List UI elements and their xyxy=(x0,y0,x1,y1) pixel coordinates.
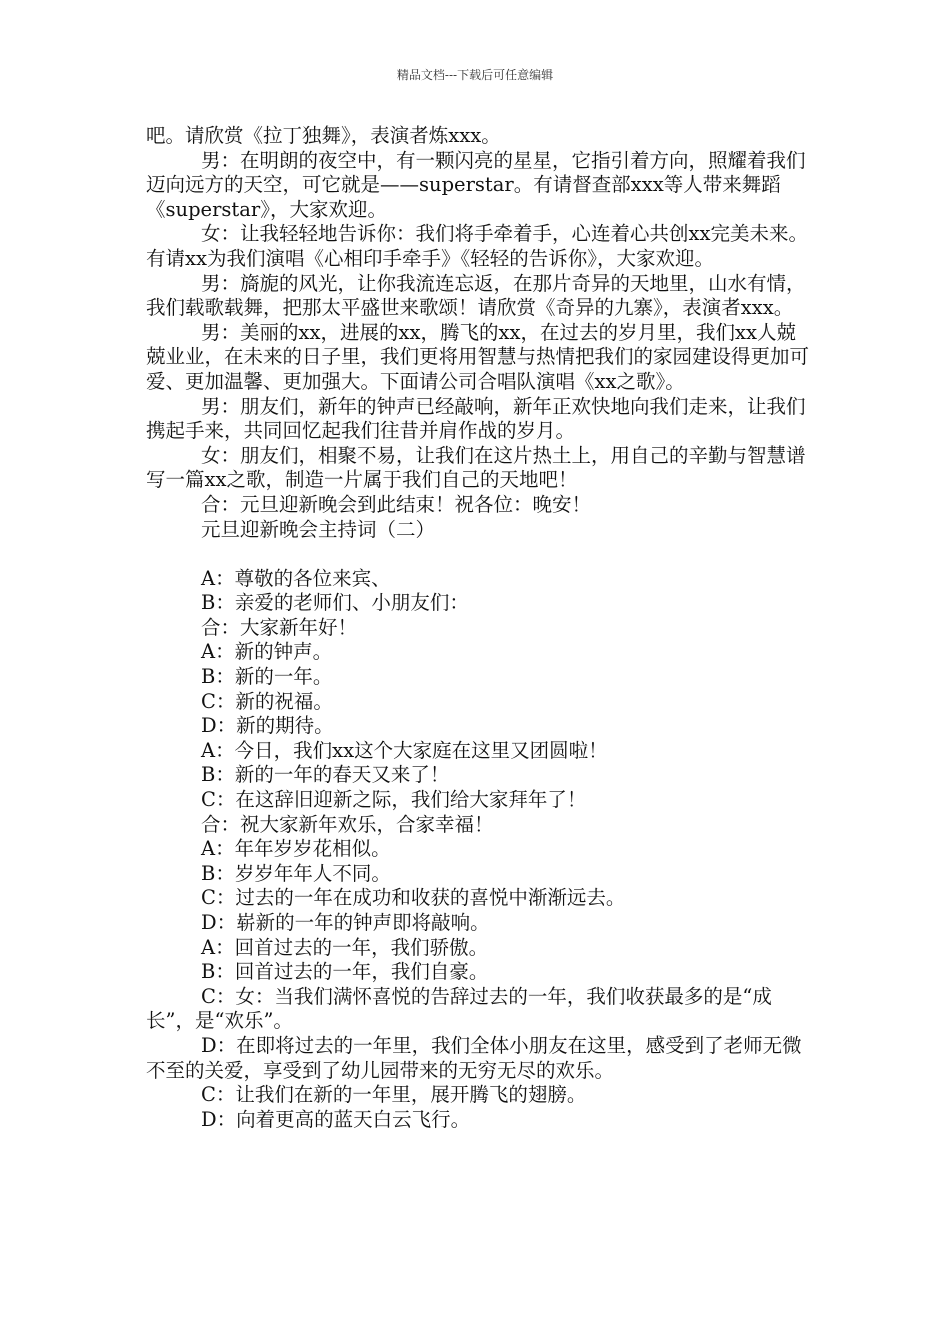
paragraph: 合：大家新年好！ xyxy=(201,615,358,639)
paragraph: B：亲爱的老师们、小朋友们： xyxy=(201,591,469,615)
paragraph: C：女：当我们满怀喜悦的告辞过去的一年，我们收获最多的是“成长”，是“欢乐”。 xyxy=(146,984,772,1033)
paragraph: B：岁岁年年人不同。 xyxy=(201,861,391,885)
paragraph: A：年年岁岁花相似。 xyxy=(201,837,391,861)
paragraph: 女：让我轻轻地告诉你：我们将手牵着手，心连着心共创xx完美未来。有请xx为我们演唱《心相印手牵手》《轻轻的告诉你》，大家欢迎。 xyxy=(146,222,808,270)
paragraph: 男：美丽的xx，进展的xx，腾飞的xx，在过去的岁月里，我们xx人兢兢业业，在未来的日子里，我们更将用智慧与热情把我们的家园建设得更加可爱、更加温馨、更加强大。下面请公司合唱队演唱《xx之歌》。 xyxy=(146,320,810,393)
paragraph: C：过去的一年在成功和收获的喜悦中渐渐远去。 xyxy=(201,886,626,910)
paragraph: 合：元旦迎新晚会到此结束！祝各位：晚安！ xyxy=(201,492,592,516)
paragraph: 女：朋友们，相聚不易，让我们在这片热土上，用自己的辛勤与智慧谱写一篇xx之歌，制造一片属于我们自己的天地吧！ xyxy=(146,443,806,492)
paragraph: A：今日，我们xx这个大家庭在这里又团圆啦！ xyxy=(201,738,608,762)
paragraph: A：尊敬的各位来宾、 xyxy=(201,566,391,590)
paragraph: C：让我们在新的一年里，展开腾飞的翅膀。 xyxy=(201,1083,587,1107)
paragraph: 男：朋友们，新年的钟声已经敲响，新年正欢快地向我们走来，让我们携起手来，共同回忆起我们往昔并肩作战的岁月。 xyxy=(146,394,806,443)
paragraph: B：回首过去的一年，我们自豪。 xyxy=(201,960,489,984)
paragraph: D：在即将过去的一年里，我们全体小朋友在这里，感受到了老师无微不至的关爱，享受到了幼儿园带来的无穷无尽的欢乐。 xyxy=(146,1033,802,1082)
paragraph: A：回首过去的一年，我们骄傲。 xyxy=(201,935,489,959)
paragraph: B：新的一年的春天又来了！ xyxy=(201,763,450,787)
blank-line xyxy=(146,542,814,567)
paragraph: 男：在明朗的夜空中，有一颗闪亮的星星，它指引着方向，照耀着我们迈向远方的天空，可它就是——superstar。有请督查部xxx等人带来舞蹈《superstar》，大家欢迎。 xyxy=(146,148,806,221)
paragraph: 吧。请欣赏《拉丁独舞》，表演者炼xxx。 xyxy=(146,124,501,147)
paragraph: 男：旖旎的风光，让你我流连忘返，在那片奇异的天地里，山水有情，我们载歌载舞，把那太平盛世来歌颂！请欣赏《奇异的九寨》，表演者xxx。 xyxy=(146,271,806,320)
paragraph: B：新的一年。 xyxy=(201,665,333,689)
paragraph: C：在这辞旧迎新之际，我们给大家拜年了！ xyxy=(201,788,587,812)
paragraph: A：新的钟声。 xyxy=(201,640,333,664)
paragraph: D：新的期待。 xyxy=(201,714,334,738)
paragraph: D：向着更高的蓝天白云飞行。 xyxy=(201,1107,471,1131)
paragraph: C：新的祝福。 xyxy=(201,689,333,713)
paragraph: 合：祝大家新年欢乐，合家幸福！ xyxy=(201,812,494,836)
document-body xyxy=(146,124,814,1132)
paragraph: D：崭新的一年的钟声即将敲响。 xyxy=(201,911,490,934)
page-header: 精品文档---下载后可任意编辑 xyxy=(396,68,554,82)
paragraph: 元旦迎新晚会主持词（二） xyxy=(201,517,436,541)
